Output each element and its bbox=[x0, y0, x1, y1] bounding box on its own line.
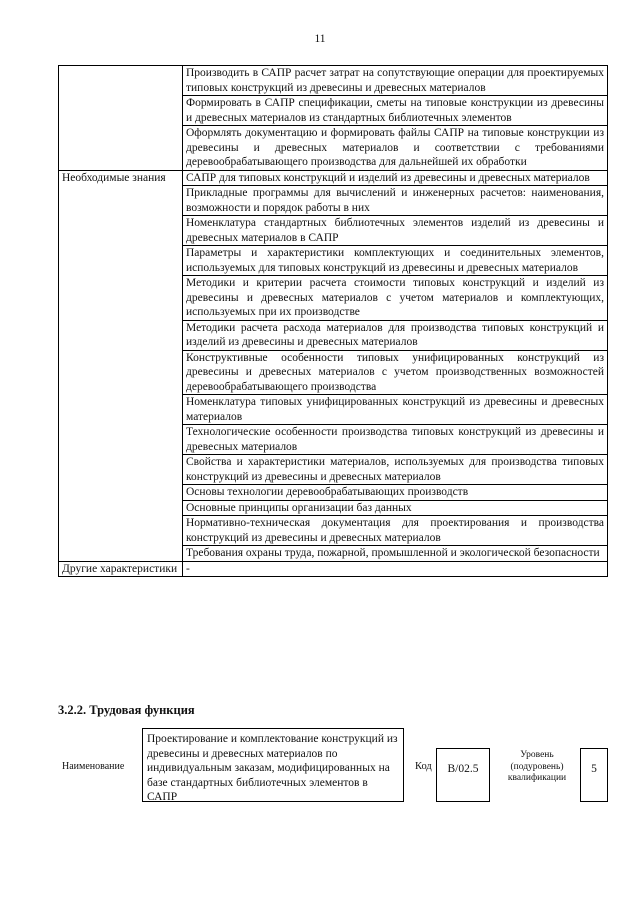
knowledge-item: Конструктивные особенности типовых унифицированных конструкций из древесины и древесных материалов с учетом производственных возможностей деревообрабатывающего производства bbox=[183, 350, 608, 395]
knowledge-item: Методики расчета расхода материалов для производства типовых конструкций и изделий из древесины и древесных материалов bbox=[183, 320, 608, 350]
knowledge-item: Параметры и характеристики комплектующих и соединительных элементов, используемых для типовых конструкций из древесины и древесных материалов bbox=[183, 246, 608, 276]
other-characteristics-value: - bbox=[183, 561, 608, 577]
table-row bbox=[59, 561, 608, 577]
skill-item: Производить в САПР расчет затрат на сопутствующие операции для проектируемых типовых конструкций из древесины и древесных материалов bbox=[183, 66, 608, 96]
level-label: Уровень (подуровень) квалификации bbox=[507, 750, 567, 783]
knowledge-item: Методики и критерии расчета стоимости типовых конструкций и изделий из древесины и древесных материалов с учетом материалов и комплектующих, используемых при их производстве bbox=[183, 276, 608, 321]
table-row bbox=[59, 66, 608, 96]
knowledge-item: САПР для типовых конструкций и изделий из древесины и древесных материалов bbox=[183, 170, 608, 186]
labor-function-block bbox=[58, 728, 613, 808]
name-value: Проектирование и комплектование конструкций из древесины и древесных материалов по индивидуальным заказам, модифицированных на базе стандартных библиотечных элементов в САПР bbox=[142, 728, 404, 802]
knowledge-item: Основные принципы организации баз данных bbox=[183, 500, 608, 516]
skill-item: Оформлять документацию и формировать файлы САПР на типовые конструкции из древесины и древесных материалов и соответствии с требованиями деревообрабатывающего производства для дальнейшей их обработки bbox=[183, 126, 608, 171]
knowledge-item: Технологические особенности производства типовых конструкций из древесины и древесных материалов bbox=[183, 425, 608, 455]
level-value: 5 bbox=[580, 748, 608, 802]
knowledge-item: Основы технологии деревообрабатывающих производств bbox=[183, 485, 608, 501]
knowledge-item: Свойства и характеристики материалов, используемых для производства типовых конструкций из древесины и древесных материалов bbox=[183, 455, 608, 485]
name-label: Наименование bbox=[62, 761, 125, 772]
knowledge-item: Нормативно-техническая документация для проектирования и производства конструкций из древесины и древесных материалов bbox=[183, 516, 608, 546]
competency-table bbox=[58, 65, 608, 577]
knowledge-label: Необходимые знания bbox=[59, 170, 183, 561]
code-value: В/02.5 bbox=[436, 748, 490, 802]
section-title: 3.2.2. Трудовая функция bbox=[58, 703, 195, 717]
knowledge-item: Требования охраны труда, пожарной, промышленной и экологической безопасности bbox=[183, 546, 608, 562]
skill-item: Формировать в САПР спецификации, сметы на типовые конструкции из древесины и древесных материалов из стандартных библиотечных элементов bbox=[183, 96, 608, 126]
code-label: Код bbox=[415, 761, 432, 772]
skills-label-cell bbox=[59, 66, 183, 171]
knowledge-item: Номенклатура типовых унифицированных конструкций из древесины и древесных материалов bbox=[183, 395, 608, 425]
table-row bbox=[59, 170, 608, 186]
other-characteristics-label: Другие характеристики bbox=[59, 561, 183, 577]
knowledge-item: Номенклатура стандартных библиотечных элементов изделий из древесины и древесных материалов в САПР bbox=[183, 216, 608, 246]
page-number: 11 bbox=[314, 33, 326, 45]
knowledge-item: Прикладные программы для вычислений и инженерных расчетов: наименования, возможности и порядок работы в них bbox=[183, 186, 608, 216]
